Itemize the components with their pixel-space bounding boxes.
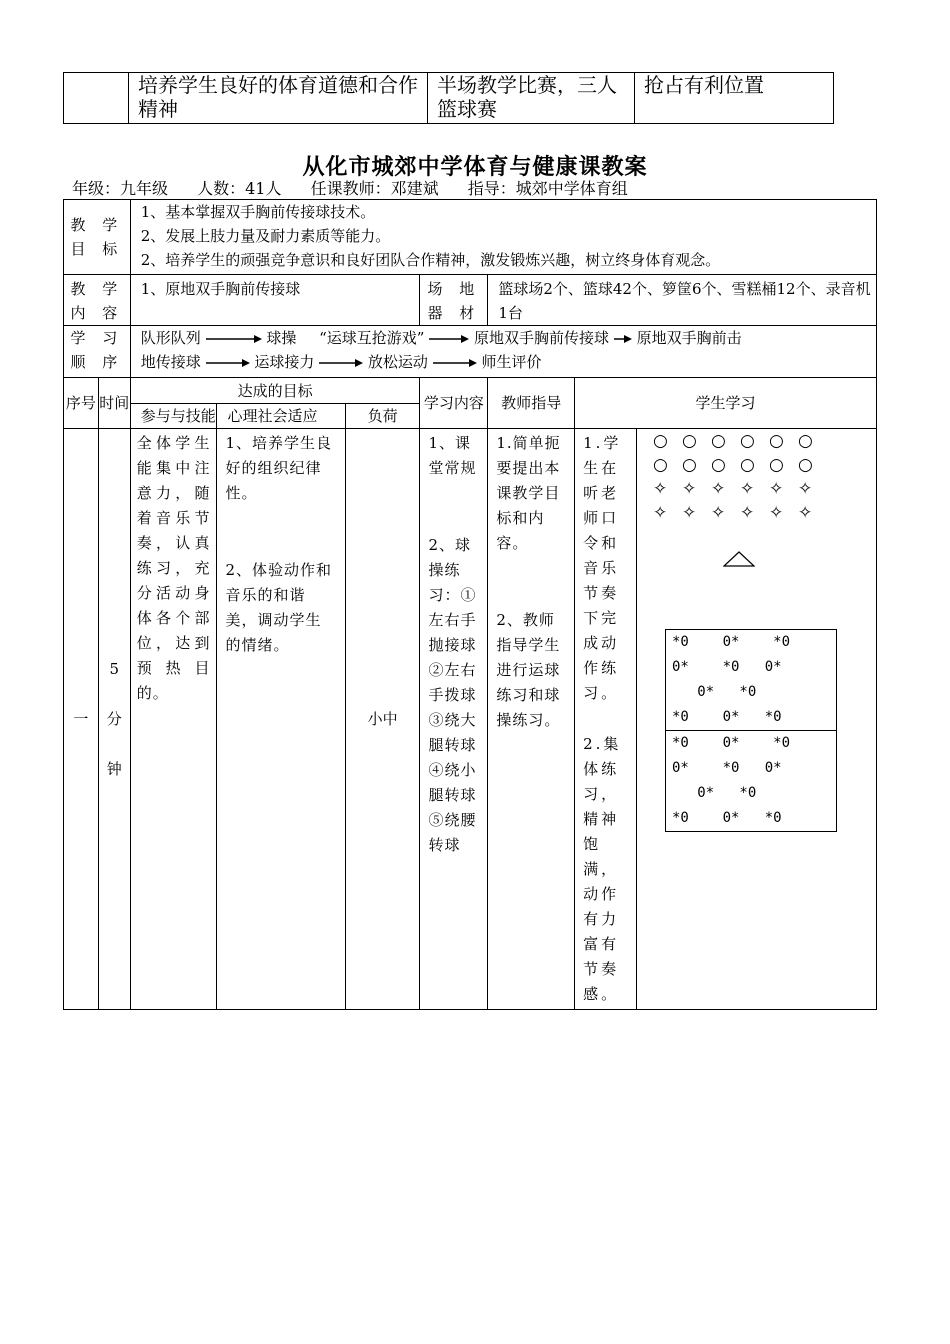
circle-icon: ○ — [682, 431, 697, 451]
sequence-step: 放松运动 — [367, 353, 428, 371]
teacher-text: 任课教师：邓建斌 — [310, 179, 439, 198]
previous-page-table — [63, 72, 834, 124]
circle-icon: ○ — [769, 455, 784, 475]
star-icon: ✧ — [740, 503, 755, 523]
sequence-step: 球操 — [266, 329, 297, 347]
header-load: 负荷 — [345, 404, 420, 429]
row-seq: 一 — [64, 429, 99, 1010]
sequence-label: 学 习 顺 序 — [64, 326, 131, 378]
grid-row: 0* *0 0* — [672, 760, 782, 776]
star-icon: ✧ — [798, 479, 813, 499]
formation-cell — [637, 429, 877, 1010]
content-text: 1、原地双手胸前传接球 — [130, 275, 420, 326]
star-icon: ✧ — [682, 479, 697, 499]
circle-icon: ○ — [769, 431, 784, 451]
grid-row: *0 0* *0 — [672, 735, 791, 751]
count-text: 人数：41人 — [197, 179, 282, 198]
row-teacher — [488, 429, 575, 1010]
teacher-item: 2、教师指导学生进行运球练习和球操练习。 — [496, 611, 561, 729]
header-student: 学生学习 — [575, 378, 877, 429]
grid-row: *0 0* *0 — [672, 634, 791, 650]
star-icon: ✧ — [711, 479, 726, 499]
arrow-right-icon — [206, 334, 262, 344]
circle-icon: ○ — [711, 431, 726, 451]
star-icon: ✧ — [740, 479, 755, 499]
circle-icon: ○ — [711, 455, 726, 475]
sequence-step: 队形队列 — [140, 329, 201, 347]
sequence-step: 运球接力 — [254, 353, 315, 371]
grid-row: *0 0* *0 — [672, 810, 782, 826]
student-item: 2.集体练习，精神饱满，动作有力富有节奏感。 — [583, 735, 622, 1003]
header-learn: 学习内容 — [420, 378, 488, 429]
arrow-right-icon — [433, 358, 477, 368]
arrow-right-icon — [319, 358, 363, 368]
star-row — [653, 501, 827, 525]
row-load: 小中 — [345, 429, 420, 1010]
sequence-step: 原地双手胸前传接球 — [474, 329, 610, 347]
psych-item: 2、体验动作和音乐的和谐美，调动学生的情绪。 — [225, 561, 332, 654]
sequence-step: 师生评价 — [481, 353, 542, 371]
star-row — [653, 477, 827, 501]
star-icon: ✧ — [653, 479, 668, 499]
arrow-right-icon — [429, 334, 469, 344]
circle-icon: ○ — [653, 431, 668, 451]
teacher-triangle-icon — [723, 551, 755, 567]
circle-row — [653, 453, 827, 477]
header-seq: 序号 — [64, 378, 99, 429]
lesson-plan-table — [63, 199, 877, 1010]
teacher-item: 1.简单扼要提出本课教学目标和内容。 — [496, 434, 561, 552]
circle-icon: ○ — [682, 455, 697, 475]
circle-icon: ○ — [740, 455, 755, 475]
formation-diagram — [637, 429, 867, 839]
prev-empty-cell — [64, 73, 129, 124]
star-icon: ✧ — [769, 503, 784, 523]
prev-goal-cell: 培养学生良好的体育道德和合作精神 — [129, 73, 428, 124]
circle-icon: ○ — [798, 455, 813, 475]
grade-text: 年级：九年级 — [72, 179, 169, 198]
content-label: 教 学 内 容 — [64, 275, 131, 326]
sequence-cell — [130, 326, 876, 378]
header-time: 时间 — [98, 378, 130, 429]
row-psych — [217, 429, 345, 1010]
star-icon: ✧ — [711, 503, 726, 523]
sequence-step: 原地双手胸前击 — [636, 329, 742, 347]
star-icon: ✧ — [769, 479, 784, 499]
student-item: 1.学生在听老师口令和音乐节奏下完成动作练习。 — [583, 434, 622, 702]
grid-row: 0* *0 — [672, 684, 757, 700]
formation-grid-box — [665, 730, 837, 832]
objective-item: 1、基本掌握双手胸前传接球技术。 — [140, 203, 376, 221]
header-skills: 参与与技能 — [130, 404, 217, 429]
venue-text: 篮球场2个、篮球42个、箩筐6个、雪糕桶12个、录音机1台 — [488, 275, 877, 326]
grid-row: *0 0* *0 — [672, 709, 782, 725]
row-learn — [420, 429, 488, 1010]
header-goals: 达成的目标 — [130, 378, 420, 404]
learn-item: 1、课堂常规 — [428, 434, 477, 477]
prev-point-cell: 抢占有利位置 — [635, 73, 834, 124]
learn-item: 2、球操练习：①左右手抛接球②左右手拨球③绕大腿转球④绕小腿转球⑤绕腰转球 — [428, 536, 477, 854]
formation-grid-box — [665, 629, 837, 731]
star-icon: ✧ — [653, 503, 668, 523]
circle-icon: ○ — [740, 431, 755, 451]
prev-content-cell: 半场教学比赛，三人篮球赛 — [428, 73, 635, 124]
grid-row: 0* *0 — [672, 785, 757, 801]
star-icon: ✧ — [682, 503, 697, 523]
psych-item: 1、培养学生良好的组织纪律性。 — [225, 434, 332, 502]
row-time: 5分钟 — [98, 429, 130, 1010]
row-student — [575, 429, 637, 1010]
venue-label: 场 地 器 材 — [420, 275, 488, 326]
objective-item: 2、发展上肢力量及耐力素质等能力。 — [140, 227, 391, 245]
objectives-cell — [130, 200, 876, 275]
objective-item: 2、培养学生的顽强竞争意识和良好团队合作精神，激发锻炼兴趣，树立终身体育观念。 — [140, 251, 721, 269]
objectives-label: 教 学 目 标 — [64, 200, 131, 275]
sequence-step: 地传接球 — [140, 353, 201, 371]
grid-row: 0* *0 0* — [672, 659, 782, 675]
circle-row — [653, 429, 827, 453]
arrow-right-icon — [206, 358, 250, 368]
circle-icon: ○ — [798, 431, 813, 451]
arrow-right-icon — [614, 334, 632, 344]
header-teacher: 教师指导 — [488, 378, 575, 429]
meta-line — [72, 176, 652, 199]
header-psych: 心理社会适应 — [217, 404, 345, 429]
row-skills: 全体学生能集中注意力，随着音乐节奏，认真练习，充分活动身体各个部位，达到预热目的。 — [130, 429, 217, 1010]
circle-icon: ○ — [653, 455, 668, 475]
guide-text: 指导：城郊中学体育组 — [467, 179, 628, 198]
page-title: 从化市城郊中学体育与健康课教案 — [302, 154, 648, 180]
star-icon: ✧ — [798, 503, 813, 523]
sequence-step: “运球互抢游戏” — [319, 329, 425, 347]
